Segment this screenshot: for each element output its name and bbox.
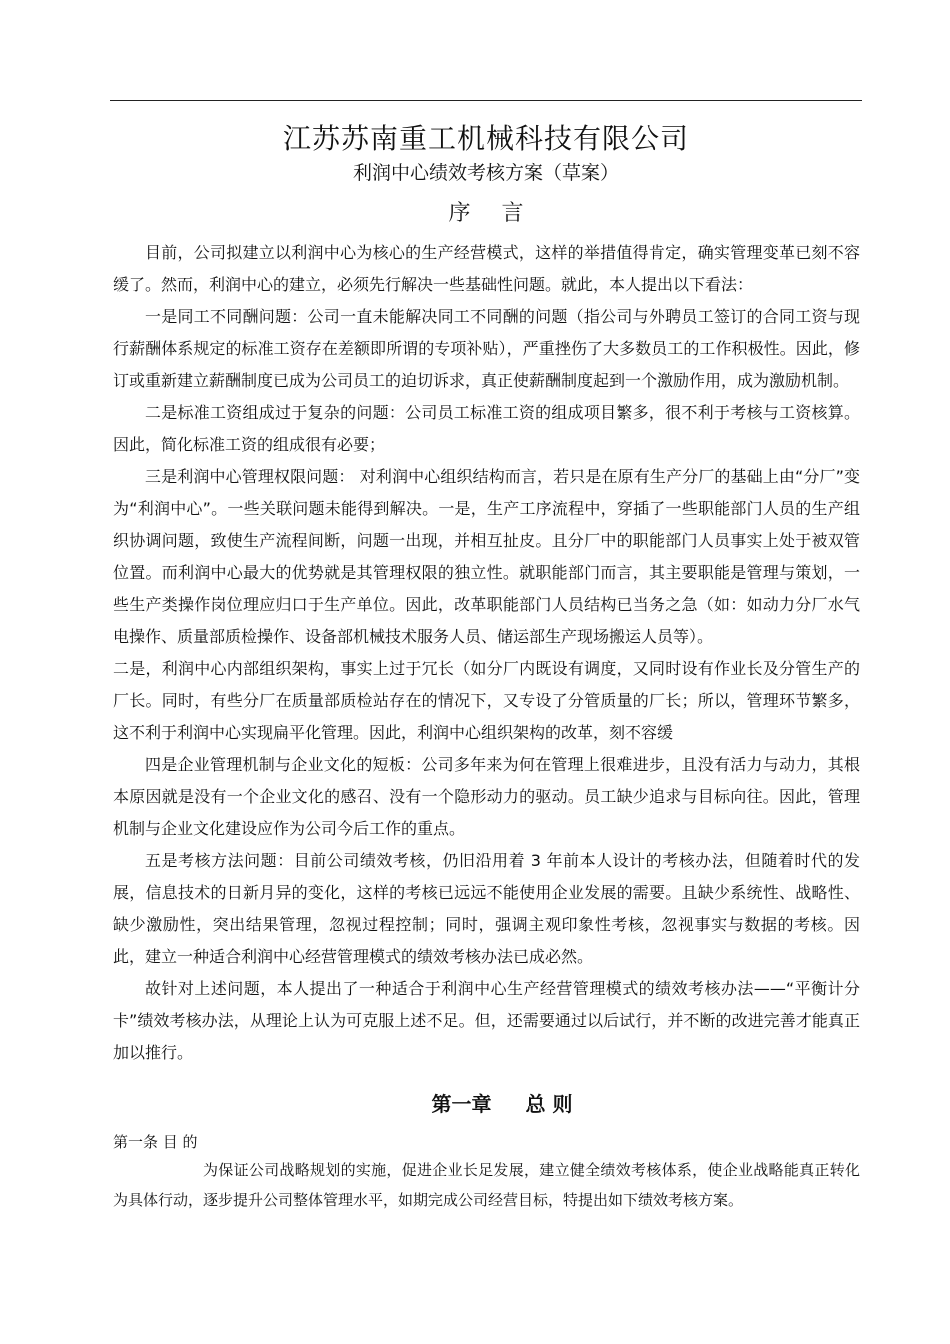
preface-paragraph-conclusion: 故针对上述问题，本人提出了一种适合于利润中心生产经营管理模式的绩效考核办法——“平衡计分卡”绩效考核办法，从理论上认为可克服上述不足。但，还需要通过以后试行，并不断的改进完善才能真正加以推行。 — [113, 979, 860, 1062]
preface-paragraph-issue-1: 一是同工不同酬问题：公司一直未能解决同工不同酬的问题（指公司与外聘员工签订的合同工资与现行薪酬体系规定的标准工资存在差额即所谓的专项补贴），严重挫伤了大多数员工的工作积极性。因此，修订或重新建立薪酬制度已成为公司员工的迫切诉求，真正使薪酬制度起到一个激励作用，成为激励机制。 — [113, 307, 860, 390]
chapter-heading — [110, 1089, 894, 1119]
preface-paragraph-issue-4: 四是企业管理机制与企业文化的短板：公司多年来为何在管理上很难进步，且没有活力与动力，其根本原因就是没有一个企业文化的感召、没有一个隐形动力的驱动。员工缺少追求与目标向往。因此，管理机制与企业文化建设应作为公司今后工作的重点。 — [113, 755, 860, 838]
preface-paragraph-issue-2: 二是标准工资组成过于复杂的问题：公司员工标准工资的组成项目繁多，很不利于考核与工资核算。因此，简化标准工资的组成很有必要； — [113, 403, 860, 454]
preface-title: 序 言 — [448, 201, 536, 226]
article-1-text: 为保证公司战略规划的实施，促进企业长足发展，建立健全绩效考核体系，使企业战略能真正转化为具体行动，逐步提升公司整体管理水平，如期完成公司经营目标，特提出如下绩效考核方案。 — [113, 1161, 860, 1209]
chapter-number: 第一章 — [431, 1092, 492, 1116]
article-1-title: 第一条 目 的 — [113, 1133, 198, 1151]
preface-paragraph-issue-3: 三是利润中心管理权限问题： 对利润中心组织结构而言，若只是在原有生产分厂的基础上由“分厂”变为“利润中心”。一些关联问题未能得到解决。一是，生产工序流程中，穿插了一些职能部门人员的生产组织协调问题，致使生产流程间断，问题一出现，并相互扯皮。且分厂中的职能部门人员事实上处于被双管位置。而利润中心最大的优势就是其管理权限的独立性。就职能部门而言，其主要职能是管理与策划，一些生产类操作岗位理应归口于生产单位。因此，改革职能部门人员结构已当务之急（如：如动力分厂水气电操作、质量部质检操作、设备部机械技术服务人员、储运部生产现场搬运人员等）。 — [113, 467, 860, 646]
preface-paragraph-intro: 目前，公司拟建立以利润中心为核心的生产经营模式，这样的举措值得肯定，确实管理变革已刻不容缓了。然而，利润中心的建立，必须先行解决一些基础性问题。就此，本人提出以下看法： — [113, 243, 860, 294]
document-subtitle: 利润中心绩效考核方案（草案） — [352, 162, 619, 184]
article-1-body — [113, 1155, 860, 1215]
chapter-title: 总 则 — [525, 1092, 573, 1116]
preface-body — [113, 237, 860, 1069]
preface-paragraph-issue-3-continued: 二是，利润中心内部组织架构，事实上过于冗长（如分厂内既设有调度，又同时设有作业长及分管生产的厂长。同时，有些分厂在质量部质检站存在的情况下，又专设了分管质量的厂长；所以，管理环节繁多，这不利于利润中心实现扁平化管理。因此，利润中心组织架构的改革，刻不容缓 — [113, 659, 860, 742]
company-name: 江苏苏南重工机械科技有限公司 — [282, 121, 689, 155]
preface-paragraph-issue-5: 五是考核方法问题：目前公司绩效考核，仍旧沿用着 3 年前本人设计的考核办法，但随着时代的发展，信息技术的日新月异的变化，这样的考核已远远不能使用企业发展的需要。且缺少系统性、战略性、缺少激励性，突出结果管理，忽视过程控制；同时，强调主观印象性考核，忽视事实与数据的考核。因此，建立一种适合利润中心经营管理模式的绩效考核办法已成必然。 — [113, 851, 860, 966]
header-rule — [110, 100, 862, 101]
